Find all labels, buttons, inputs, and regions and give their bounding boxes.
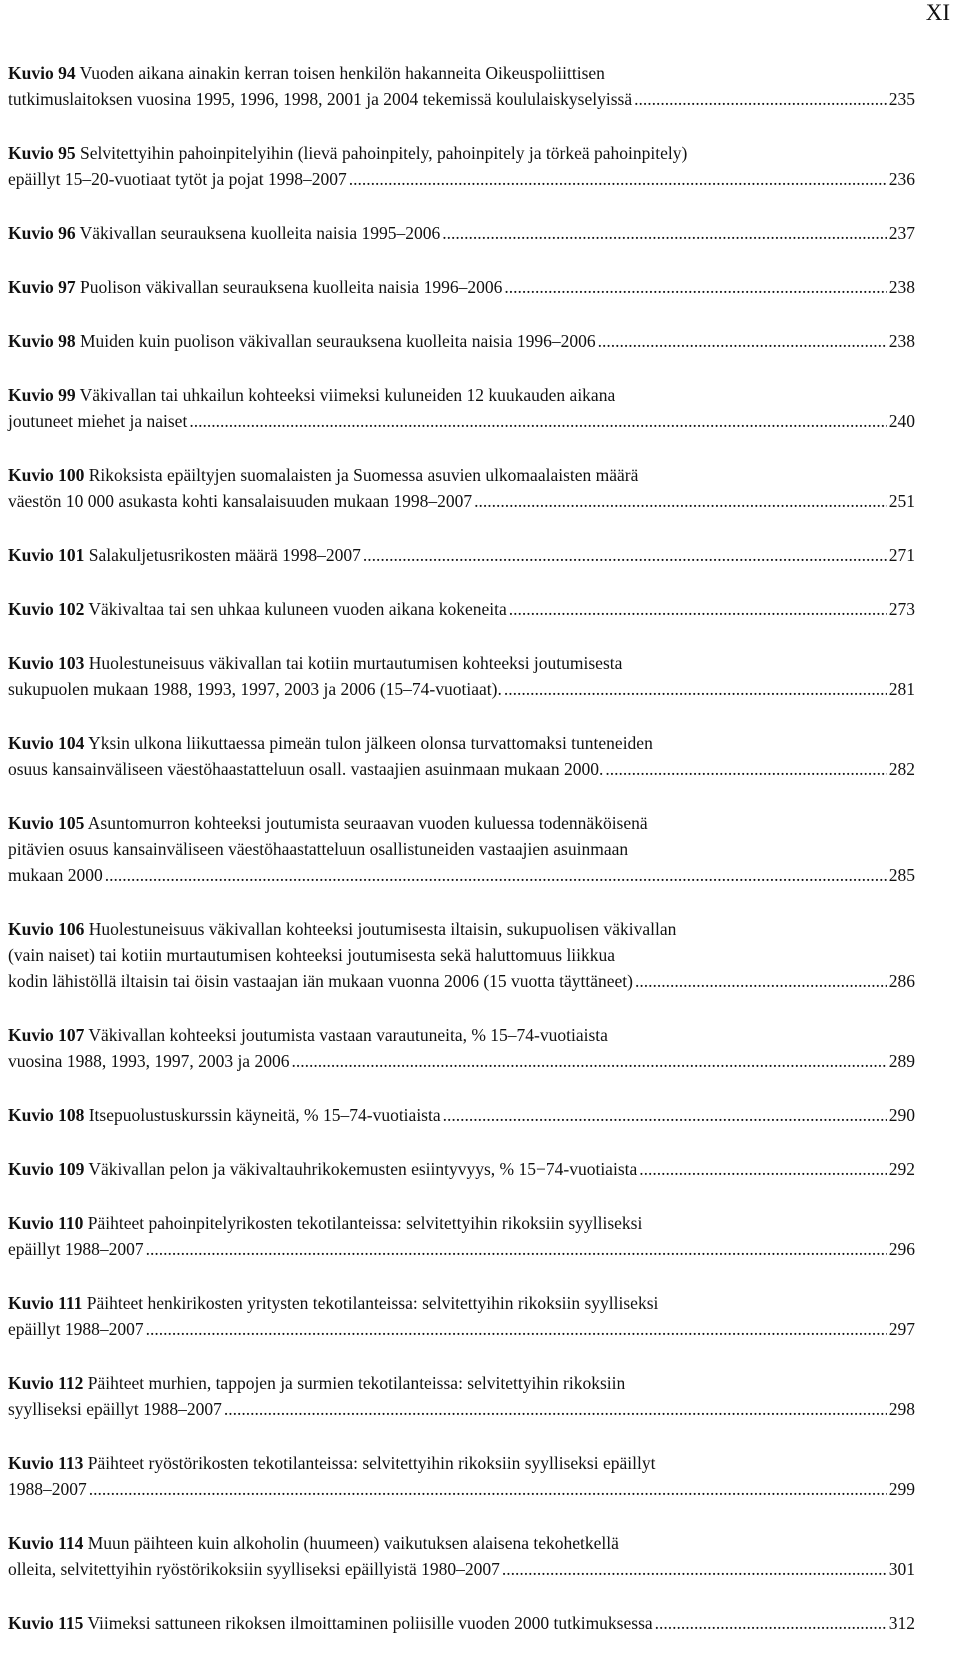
entry-page-number[interactable]: 290 bbox=[888, 1105, 915, 1125]
figure-label: Kuvio 100 bbox=[8, 465, 85, 485]
entry-line bbox=[8, 328, 915, 354]
toc-entry[interactable] bbox=[8, 1102, 915, 1128]
entry-page-number[interactable]: 238 bbox=[888, 277, 915, 297]
toc-entry[interactable] bbox=[8, 1210, 915, 1262]
dot-leader bbox=[605, 756, 886, 782]
entry-line bbox=[8, 942, 915, 968]
entry-title-text: Viimeksi sattuneen rikoksen ilmoittaminen poliisille vuoden 2000 tutkimuksessa bbox=[87, 1613, 653, 1633]
entry-line bbox=[8, 836, 915, 862]
entry-text bbox=[8, 1025, 608, 1045]
toc-entry[interactable] bbox=[8, 1530, 915, 1582]
entry-line bbox=[8, 650, 915, 676]
entry-title-text: Yksin ulkona liikuttaessa pimeän tulon jälkeen olonsa turvattomaksi tunteneiden bbox=[88, 733, 653, 753]
entry-line bbox=[8, 968, 915, 994]
entry-title-text: Puolison väkivallan seurauksena kuolleita naisia 1996–2006 bbox=[79, 277, 503, 297]
entry-page-number[interactable]: 281 bbox=[888, 679, 915, 699]
toc-entry[interactable] bbox=[8, 730, 915, 782]
figure-label: Kuvio 112 bbox=[8, 1373, 84, 1393]
entry-title-text: olleita, selvitettyihin ryöstörikoksiin syylliseksi epäillyistä 1980–2007 bbox=[8, 1559, 500, 1579]
entry-line bbox=[8, 86, 915, 112]
toc-entry[interactable] bbox=[8, 328, 915, 354]
entry-title-text: (vain naiset) tai kotiin murtautumisen kohteeksi joutumisesta sekä haluttomuus liikkua bbox=[8, 945, 616, 965]
entry-line bbox=[8, 1210, 915, 1236]
entry-text bbox=[8, 1048, 289, 1074]
entry-title-text: Vuoden aikana ainakin kerran toisen henkilön hakanneita Oikeuspoliittisen bbox=[79, 63, 605, 83]
toc-entry[interactable] bbox=[8, 810, 915, 888]
figure-label: Kuvio 96 bbox=[8, 223, 76, 243]
entry-text bbox=[8, 676, 502, 702]
entry-line bbox=[8, 1450, 915, 1476]
entry-line bbox=[8, 1290, 915, 1316]
entry-title-text: Huolestuneisuus väkivallan tai kotiin murtautumisen kohteeksi joutumisesta bbox=[88, 653, 623, 673]
figure-label: Kuvio 99 bbox=[8, 385, 76, 405]
entry-text bbox=[8, 1373, 625, 1393]
dot-leader bbox=[224, 1396, 887, 1422]
entry-text bbox=[8, 862, 103, 888]
dot-leader bbox=[189, 408, 886, 434]
dot-leader bbox=[146, 1316, 887, 1342]
entry-line bbox=[8, 1370, 915, 1396]
entry-line bbox=[8, 1102, 915, 1128]
entry-page-number[interactable]: 240 bbox=[888, 411, 915, 431]
dot-leader bbox=[443, 1102, 887, 1128]
entry-page-number[interactable]: 238 bbox=[888, 331, 915, 351]
entry-line bbox=[8, 382, 915, 408]
entry-title-text: tutkimuslaitoksen vuosina 1995, 1996, 1998, 2001 ja 2004 tekemissä koululaiskyselyissä bbox=[8, 89, 633, 109]
entry-line bbox=[8, 1556, 915, 1582]
entry-title-text: Väkivallan kohteeksi joutumista vastaan varautuneita, % 15–74-vuotiaista bbox=[88, 1025, 608, 1045]
entry-text bbox=[8, 408, 187, 434]
dot-leader bbox=[655, 1610, 887, 1636]
entry-line bbox=[8, 730, 915, 756]
figure-label: Kuvio 114 bbox=[8, 1533, 84, 1553]
entry-text bbox=[8, 1213, 642, 1233]
entry-text bbox=[8, 1293, 658, 1313]
entry-title-text: epäillyt 1988–2007 bbox=[8, 1239, 144, 1259]
entry-line bbox=[8, 462, 915, 488]
entry-page-number[interactable]: 299 bbox=[888, 1479, 915, 1499]
figure-label: Kuvio 108 bbox=[8, 1105, 85, 1125]
toc-entry[interactable] bbox=[8, 1450, 915, 1502]
figure-label: Kuvio 110 bbox=[8, 1213, 84, 1233]
entry-title-text: Muiden kuin puolison väkivallan seurauksena kuolleita naisia 1996–2006 bbox=[79, 331, 596, 351]
entry-line bbox=[8, 542, 915, 568]
toc-entry[interactable] bbox=[8, 382, 915, 434]
figure-label: Kuvio 95 bbox=[8, 143, 76, 163]
dot-leader bbox=[363, 542, 887, 568]
dot-leader bbox=[105, 862, 887, 888]
entry-line bbox=[8, 676, 915, 702]
figure-label: Kuvio 101 bbox=[8, 545, 85, 565]
dot-leader bbox=[598, 328, 887, 354]
dot-leader bbox=[635, 968, 887, 994]
entry-title-text: osuus kansainväliseen väestöhaastatteluun osall. vastaajien asuinmaan mukaan 2000. bbox=[8, 759, 604, 779]
entry-text bbox=[8, 63, 605, 83]
entry-title-text: väestön 10 000 asukasta kohti kansalaisuuden mukaan 1998–2007 bbox=[8, 491, 473, 511]
entry-page-number[interactable]: 282 bbox=[888, 759, 915, 779]
entry-page-number[interactable]: 285 bbox=[888, 865, 915, 885]
entry-title-text: Rikoksista epäiltyjen suomalaisten ja Suomessa asuvien ulkomaalaisten määrä bbox=[88, 465, 639, 485]
entry-line bbox=[8, 1316, 915, 1342]
dot-leader bbox=[89, 1476, 887, 1502]
entry-text bbox=[8, 220, 440, 246]
entry-title-text: joutuneet miehet ja naiset bbox=[8, 411, 188, 431]
toc-entry[interactable] bbox=[8, 1370, 915, 1422]
entry-text bbox=[8, 1610, 653, 1636]
figure-label: Kuvio 102 bbox=[8, 599, 85, 619]
entry-page-number[interactable]: 297 bbox=[888, 1319, 915, 1339]
entry-title-text: Päihteet pahoinpitelyrikosten tekotilanteissa: selvitettyihin rikoksiin syylliseksi bbox=[87, 1213, 643, 1233]
entry-line bbox=[8, 1530, 915, 1556]
entry-title-text: 1988–2007 bbox=[8, 1479, 87, 1499]
figure-label: Kuvio 113 bbox=[8, 1453, 84, 1473]
entry-line bbox=[8, 1476, 915, 1502]
entry-title-text: syylliseksi epäillyt 1988–2007 bbox=[8, 1399, 222, 1419]
toc-entry[interactable] bbox=[8, 1156, 915, 1182]
entry-line bbox=[8, 596, 915, 622]
entry-page-number[interactable]: 296 bbox=[888, 1239, 915, 1259]
entry-text bbox=[8, 542, 361, 568]
dot-leader bbox=[474, 488, 887, 514]
dot-leader bbox=[502, 1556, 887, 1582]
figure-label: Kuvio 103 bbox=[8, 653, 85, 673]
entry-title-text: vuosina 1988, 1993, 1997, 2003 ja 2006 bbox=[8, 1051, 290, 1071]
entry-title-text: epäillyt 15–20-vuotiaat tytöt ja pojat 1998–2007 bbox=[8, 169, 347, 189]
toc-entry[interactable] bbox=[8, 596, 915, 622]
toc-entry[interactable] bbox=[8, 1022, 915, 1074]
list-of-figures bbox=[8, 60, 915, 1664]
figure-label: Kuvio 109 bbox=[8, 1159, 85, 1179]
toc-entry[interactable] bbox=[8, 274, 915, 300]
entry-text bbox=[8, 1556, 500, 1582]
figure-label: Kuvio 98 bbox=[8, 331, 76, 351]
entry-text bbox=[8, 919, 676, 939]
entry-line bbox=[8, 220, 915, 246]
entry-page-number[interactable]: 301 bbox=[888, 1559, 915, 1579]
entry-line bbox=[8, 1236, 915, 1262]
entry-title-text: Itsepuolustuskurssin käyneitä, % 15–74-vuotiaista bbox=[88, 1105, 441, 1125]
toc-entry[interactable] bbox=[8, 140, 915, 192]
figure-label: Kuvio 106 bbox=[8, 919, 85, 939]
entry-text bbox=[8, 1102, 441, 1128]
dot-leader bbox=[504, 676, 887, 702]
entry-title-text: pitävien osuus kansainväliseen väestöhaastatteluun osallistuneiden vastaajien asuinmaan bbox=[8, 839, 629, 859]
dot-leader bbox=[442, 220, 886, 246]
entry-text bbox=[8, 813, 648, 833]
dot-leader bbox=[291, 1048, 886, 1074]
entry-line bbox=[8, 862, 915, 888]
entry-text bbox=[8, 274, 502, 300]
entry-page-number[interactable]: 292 bbox=[888, 1159, 915, 1179]
toc-entry[interactable] bbox=[8, 916, 915, 994]
entry-text bbox=[8, 465, 638, 485]
toc-entry[interactable] bbox=[8, 1290, 915, 1342]
dot-leader bbox=[509, 596, 887, 622]
dot-leader bbox=[504, 274, 886, 300]
entry-title-text: Asuntomurron kohteeksi joutumista seuraavan vuoden kuluessa todennäköisenä bbox=[87, 813, 648, 833]
entry-line bbox=[8, 756, 915, 782]
figure-label: Kuvio 97 bbox=[8, 277, 76, 297]
entry-page-number[interactable]: 312 bbox=[888, 1613, 915, 1633]
figure-label: Kuvio 115 bbox=[8, 1613, 84, 1633]
entry-line bbox=[8, 60, 915, 86]
dot-leader bbox=[146, 1236, 887, 1262]
entry-title-text: kodin lähistöllä iltaisin tai öisin vastaajan iän mukaan vuonna 2006 (15 vuotta täyttäneet) bbox=[8, 971, 633, 991]
entry-text bbox=[8, 1453, 655, 1473]
entry-text bbox=[8, 596, 507, 622]
entry-line bbox=[8, 408, 915, 434]
entry-line bbox=[8, 1022, 915, 1048]
entry-text bbox=[8, 86, 632, 112]
entry-title-text: sukupuolen mukaan 1988, 1993, 1997, 2003 ja 2006 (15–74-vuotiaat). bbox=[8, 679, 502, 699]
toc-entry[interactable] bbox=[8, 462, 915, 514]
entry-page-number[interactable]: 251 bbox=[888, 491, 915, 511]
entry-text bbox=[8, 1316, 144, 1342]
dot-leader bbox=[349, 166, 887, 192]
entry-title-text: Selvitettyihin pahoinpitelyihin (lievä pahoinpitely, pahoinpitely ja törkeä pahoinpitely) bbox=[79, 143, 688, 163]
entry-text bbox=[8, 166, 347, 192]
entry-title-text: Väkivaltaa tai sen uhkaa kuluneen vuoden aikana kokeneita bbox=[88, 599, 507, 619]
entry-title-text: Väkivallan pelon ja väkivaltauhrikokemusten esiintyvyys, % 15−74-vuotiaista bbox=[88, 1159, 638, 1179]
entry-line bbox=[8, 1396, 915, 1422]
figure-label: Kuvio 104 bbox=[8, 733, 85, 753]
entry-line bbox=[8, 274, 915, 300]
entry-text bbox=[8, 328, 596, 354]
entry-page-number[interactable]: 237 bbox=[888, 223, 915, 243]
entry-line bbox=[8, 140, 915, 166]
entry-text bbox=[8, 756, 603, 782]
dot-leader bbox=[634, 86, 887, 112]
entry-line bbox=[8, 916, 915, 942]
entry-title-text: Päihteet ryöstörikosten tekotilanteissa: selvitettyihin rikoksiin syylliseksi epäillyt bbox=[87, 1453, 656, 1473]
entry-line bbox=[8, 488, 915, 514]
entry-line bbox=[8, 1610, 915, 1636]
entry-title-text: Huolestuneisuus väkivallan kohteeksi joutumisesta iltaisin, sukupuolisen väkivallan bbox=[88, 919, 677, 939]
entry-text bbox=[8, 733, 653, 753]
entry-title-text: mukaan 2000 bbox=[8, 865, 103, 885]
toc-entry[interactable] bbox=[8, 542, 915, 568]
entry-text bbox=[8, 1533, 619, 1553]
entry-title-text: Väkivallan seurauksena kuolleita naisia 1995–2006 bbox=[79, 223, 441, 243]
entry-title-text: Muun päihteen kuin alkoholin (huumeen) vaikutuksen alaisena tekohetkellä bbox=[87, 1533, 619, 1553]
figure-label: Kuvio 107 bbox=[8, 1025, 85, 1045]
entry-page-number[interactable]: 286 bbox=[888, 971, 915, 991]
entry-text bbox=[8, 143, 687, 163]
entry-title-text: Salakuljetusrikosten määrä 1998–2007 bbox=[88, 545, 361, 565]
toc-entry[interactable] bbox=[8, 60, 915, 112]
entry-text bbox=[8, 839, 628, 859]
entry-text bbox=[8, 968, 633, 994]
entry-text bbox=[8, 1156, 637, 1182]
figure-label: Kuvio 111 bbox=[8, 1293, 83, 1313]
entry-line bbox=[8, 1156, 915, 1182]
entry-page-number[interactable]: 236 bbox=[888, 169, 915, 189]
entry-line bbox=[8, 166, 915, 192]
entry-text bbox=[8, 1236, 144, 1262]
entry-title-text: Päihteet henkirikosten yritysten tekotilanteissa: selvitettyihin rikoksiin syylliseksi bbox=[86, 1293, 659, 1313]
entry-page-number[interactable]: 289 bbox=[888, 1051, 915, 1071]
dot-leader bbox=[639, 1156, 886, 1182]
entry-line bbox=[8, 810, 915, 836]
figure-label: Kuvio 105 bbox=[8, 813, 85, 833]
toc-entry[interactable] bbox=[8, 1610, 915, 1636]
entry-text bbox=[8, 945, 615, 965]
entry-text bbox=[8, 653, 622, 673]
entry-title-text: epäillyt 1988–2007 bbox=[8, 1319, 144, 1339]
entry-text bbox=[8, 1396, 222, 1422]
entry-page-number[interactable]: 235 bbox=[888, 89, 915, 109]
entry-title-text: Päihteet murhien, tappojen ja surmien tekotilanteissa: selvitettyihin rikoksiin bbox=[87, 1373, 626, 1393]
page-number: XI bbox=[925, 0, 950, 25]
entry-text bbox=[8, 385, 615, 405]
entry-page-number[interactable]: 271 bbox=[888, 545, 915, 565]
entry-page-number[interactable]: 298 bbox=[888, 1399, 915, 1419]
toc-entry[interactable] bbox=[8, 220, 915, 246]
toc-entry[interactable] bbox=[8, 650, 915, 702]
entry-line bbox=[8, 1048, 915, 1074]
entry-text bbox=[8, 488, 472, 514]
entry-page-number[interactable]: 273 bbox=[888, 599, 915, 619]
entry-title-text: Väkivallan tai uhkailun kohteeksi viimeksi kuluneiden 12 kuukauden aikana bbox=[79, 385, 616, 405]
entry-text bbox=[8, 1476, 87, 1502]
figure-label: Kuvio 94 bbox=[8, 63, 76, 83]
